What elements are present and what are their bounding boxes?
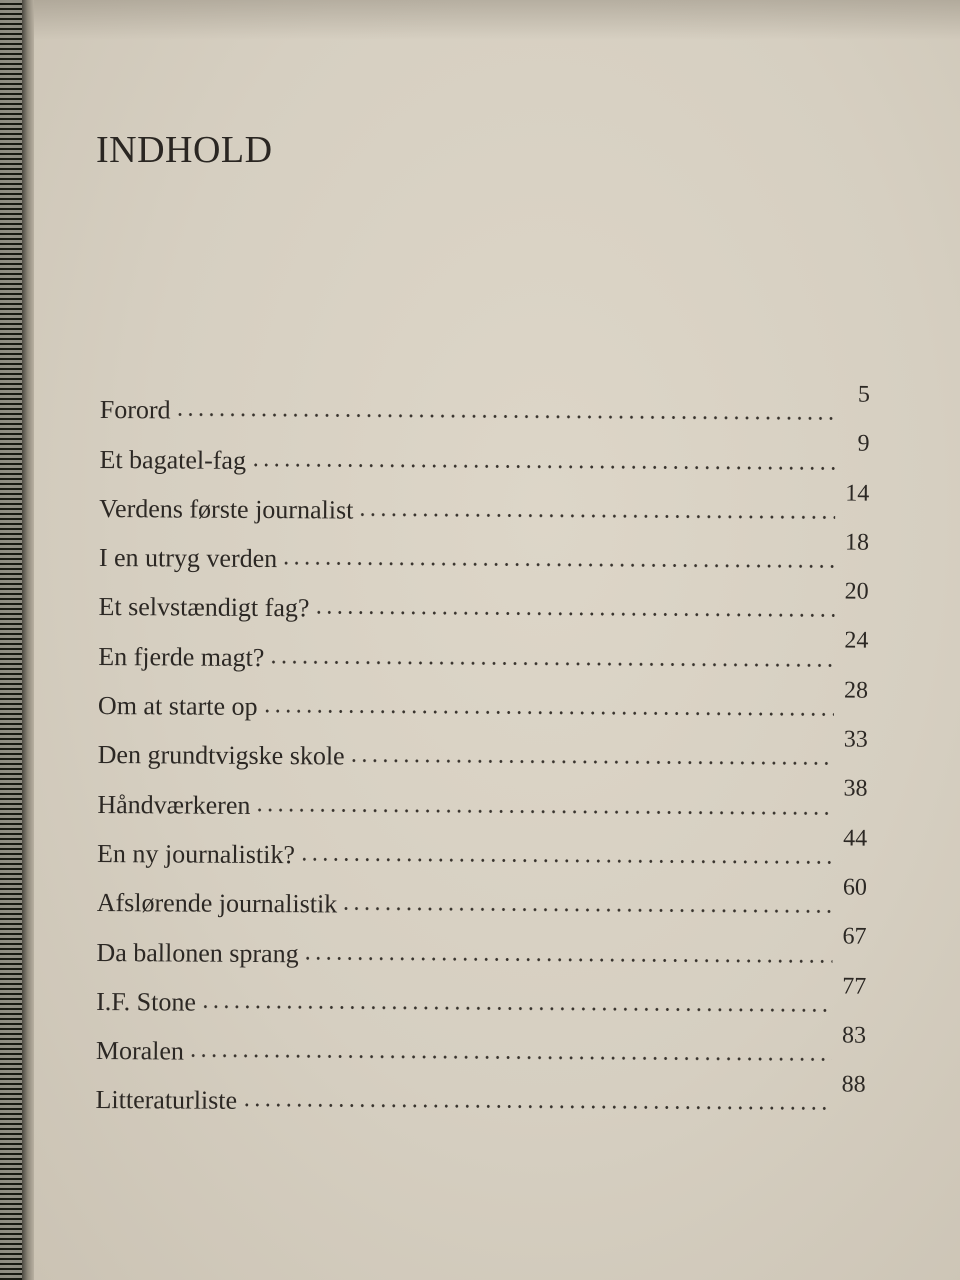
book-page (34, 0, 960, 1280)
page-shadow (34, 0, 960, 40)
toc-entry (98, 672, 868, 726)
toc-entry-title: Litteraturliste (95, 1085, 238, 1116)
toc-entry-page: 14 (845, 480, 870, 507)
toc-entry-page: 9 (857, 430, 870, 457)
toc-entry-title: Afslørende journalistik (96, 888, 338, 919)
toc-entry (100, 376, 870, 430)
toc-entry (97, 820, 867, 874)
dot-leader (200, 1003, 832, 1013)
toc-entry-page: 60 (842, 874, 867, 901)
toc-entry-title: Da ballonen sprang (96, 937, 299, 968)
toc-entry-page: 44 (843, 825, 868, 852)
dot-leader (357, 511, 835, 520)
book-binding (0, 0, 22, 1280)
dot-leader (281, 560, 835, 569)
table-of-contents (95, 376, 870, 1120)
dot-leader (313, 610, 834, 619)
toc-entry-page: 38 (843, 775, 868, 803)
toc-entry-page: 5 (857, 381, 870, 408)
dot-leader (250, 462, 835, 472)
toc-entry-title: I.F. Stone (96, 986, 197, 1017)
toc-entry (96, 968, 866, 1022)
toc-entry-page: 28 (844, 677, 869, 704)
toc-entry (99, 524, 869, 578)
dot-leader (303, 955, 833, 964)
dot-leader (175, 412, 836, 422)
toc-entry-page: 18 (844, 529, 870, 556)
toc-entry-page: 88 (841, 1071, 866, 1098)
toc-entry-title: Et bagatel-fag (99, 444, 247, 475)
dot-leader (349, 758, 834, 767)
toc-entry (98, 573, 868, 627)
toc-entry-page: 33 (843, 726, 868, 753)
toc-entry-page: 67 (842, 923, 867, 950)
toc-entry (97, 770, 867, 824)
toc-entry-title: I en utryg verden (98, 543, 278, 574)
toc-entry (98, 721, 868, 775)
dot-leader (188, 1053, 832, 1063)
page-title: INDHOLD (96, 129, 273, 171)
toc-entry (99, 475, 869, 529)
toc-entry (99, 425, 869, 479)
page-edge (22, 0, 34, 1280)
toc-entry-page: 20 (844, 578, 869, 605)
toc-entry-title: Forord (99, 395, 171, 425)
toc-entry (96, 1017, 866, 1071)
dot-leader (241, 1102, 832, 1112)
toc-entry-title: En ny journalistik? (96, 838, 296, 870)
toc-entry-page: 77 (842, 973, 867, 1000)
toc-entry-title: Moralen (95, 1036, 185, 1066)
toc-entry-title: En fjerde magt? (98, 641, 265, 672)
dot-leader (299, 856, 833, 865)
toc-entry-title: Håndværkeren (97, 789, 251, 820)
dot-leader (341, 906, 833, 915)
dot-leader (254, 807, 833, 817)
toc-entry-page: 24 (844, 628, 869, 655)
dot-leader (268, 659, 834, 668)
toc-entry (97, 869, 867, 923)
toc-entry-title: Om at starte op (97, 691, 258, 722)
dot-leader (262, 708, 834, 717)
toc-entry-title: Den grundtvigske skole (97, 740, 345, 771)
toc-entry (96, 918, 866, 972)
toc-entry-title: Verdens første journalist (99, 493, 354, 525)
toc-entry-title: Et selvstændigt fag? (98, 592, 310, 623)
toc-entry (98, 622, 868, 676)
toc-entry (95, 1066, 865, 1120)
toc-entry-page: 83 (841, 1022, 867, 1049)
